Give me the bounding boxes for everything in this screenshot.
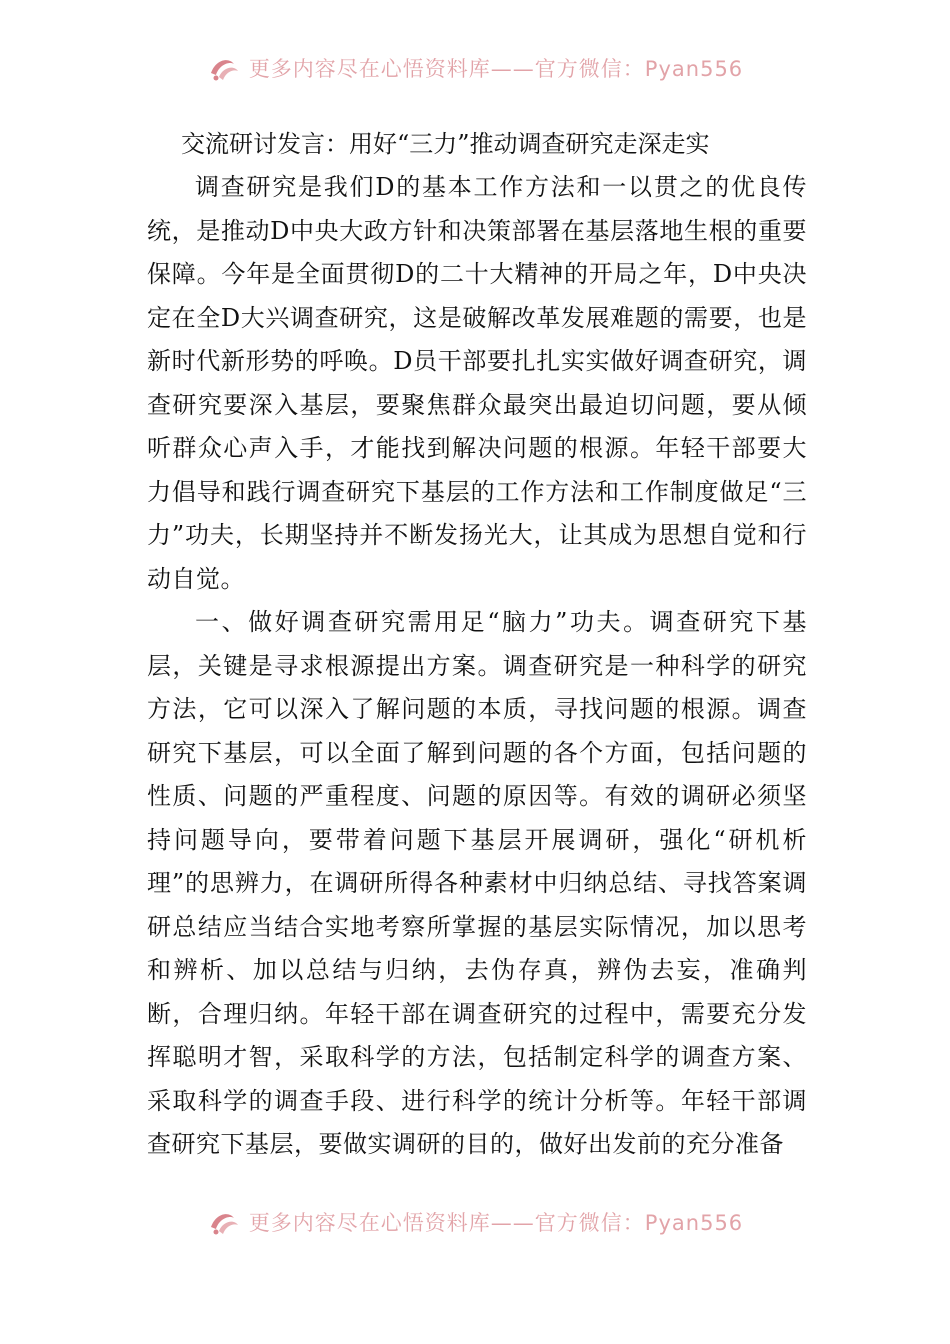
paragraph-intro: 调查研究是我们D的基本工作方法和一以贯之的优良传统，是推动D中央大政方针和决策部署在基层落地生根的重要保障。今年是全面贯彻D的二十大精神的开局之年，D中央决定在全D大兴调查研究，这是破解改革发展难题的需要，也是新时代新形势的呼唤。D员干部要扎扎实实做好调查研究，调查研究要深入基层，要聚焦群众最突出最迫切问题，要从倾听群众心声入手，才能找到解决问题的根源。年轻干部要大力倡导和践行调查研究下基层的工作方法和工作制度做足“三力”功夫，长期坚持并不断发扬光大，让其成为思想自觉和行动自觉。 xyxy=(147,173,807,593)
watermark-banner-top xyxy=(0,50,950,86)
brand-logo-icon xyxy=(207,53,241,83)
watermark-banner-bottom xyxy=(0,1204,950,1240)
document-title: 交流研讨发言：用好“三力”推动调查研究走深走实 xyxy=(181,130,710,158)
watermark-text: 更多内容尽在心悟资料库——官方微信：Pyan556 xyxy=(248,57,744,81)
watermark-text: 更多内容尽在心悟资料库——官方微信：Pyan556 xyxy=(248,1211,744,1235)
brand-logo-icon xyxy=(207,1207,241,1237)
paragraph-section-one: 一、做好调查研究需用足“脑力”功夫。调查研究下基层，关键是寻求根源提出方案。调查研究是一种科学的研究方法，它可以深入了解问题的本质，寻找问题的根源。调查研究下基层，可以全面了解到问题的各个方面，包括问题的性质、问题的严重程度、问题的原因等。有效的调研必须坚持问题导向，要带着问题下基层开展调研，强化“研机析理”的思辨力，在调研所得各种素材中归纳总结、寻找答案调研总结应当结合实地考察所掌握的基层实际情况，加以思考和辨析、加以总结与归纳，去伪存真，辨伪去妄，准确判断，合理归纳。年轻干部在调查研究的过程中，需要充分发挥聪明才智，采取科学的方法，包括制定科学的调查方案、采取科学的调查手段、进行科学的统计分析等。年轻干部调查研究下基层，要做实调研的目的，做好出发前的充分准备 xyxy=(147,608,807,1158)
document-body xyxy=(147,122,807,1167)
